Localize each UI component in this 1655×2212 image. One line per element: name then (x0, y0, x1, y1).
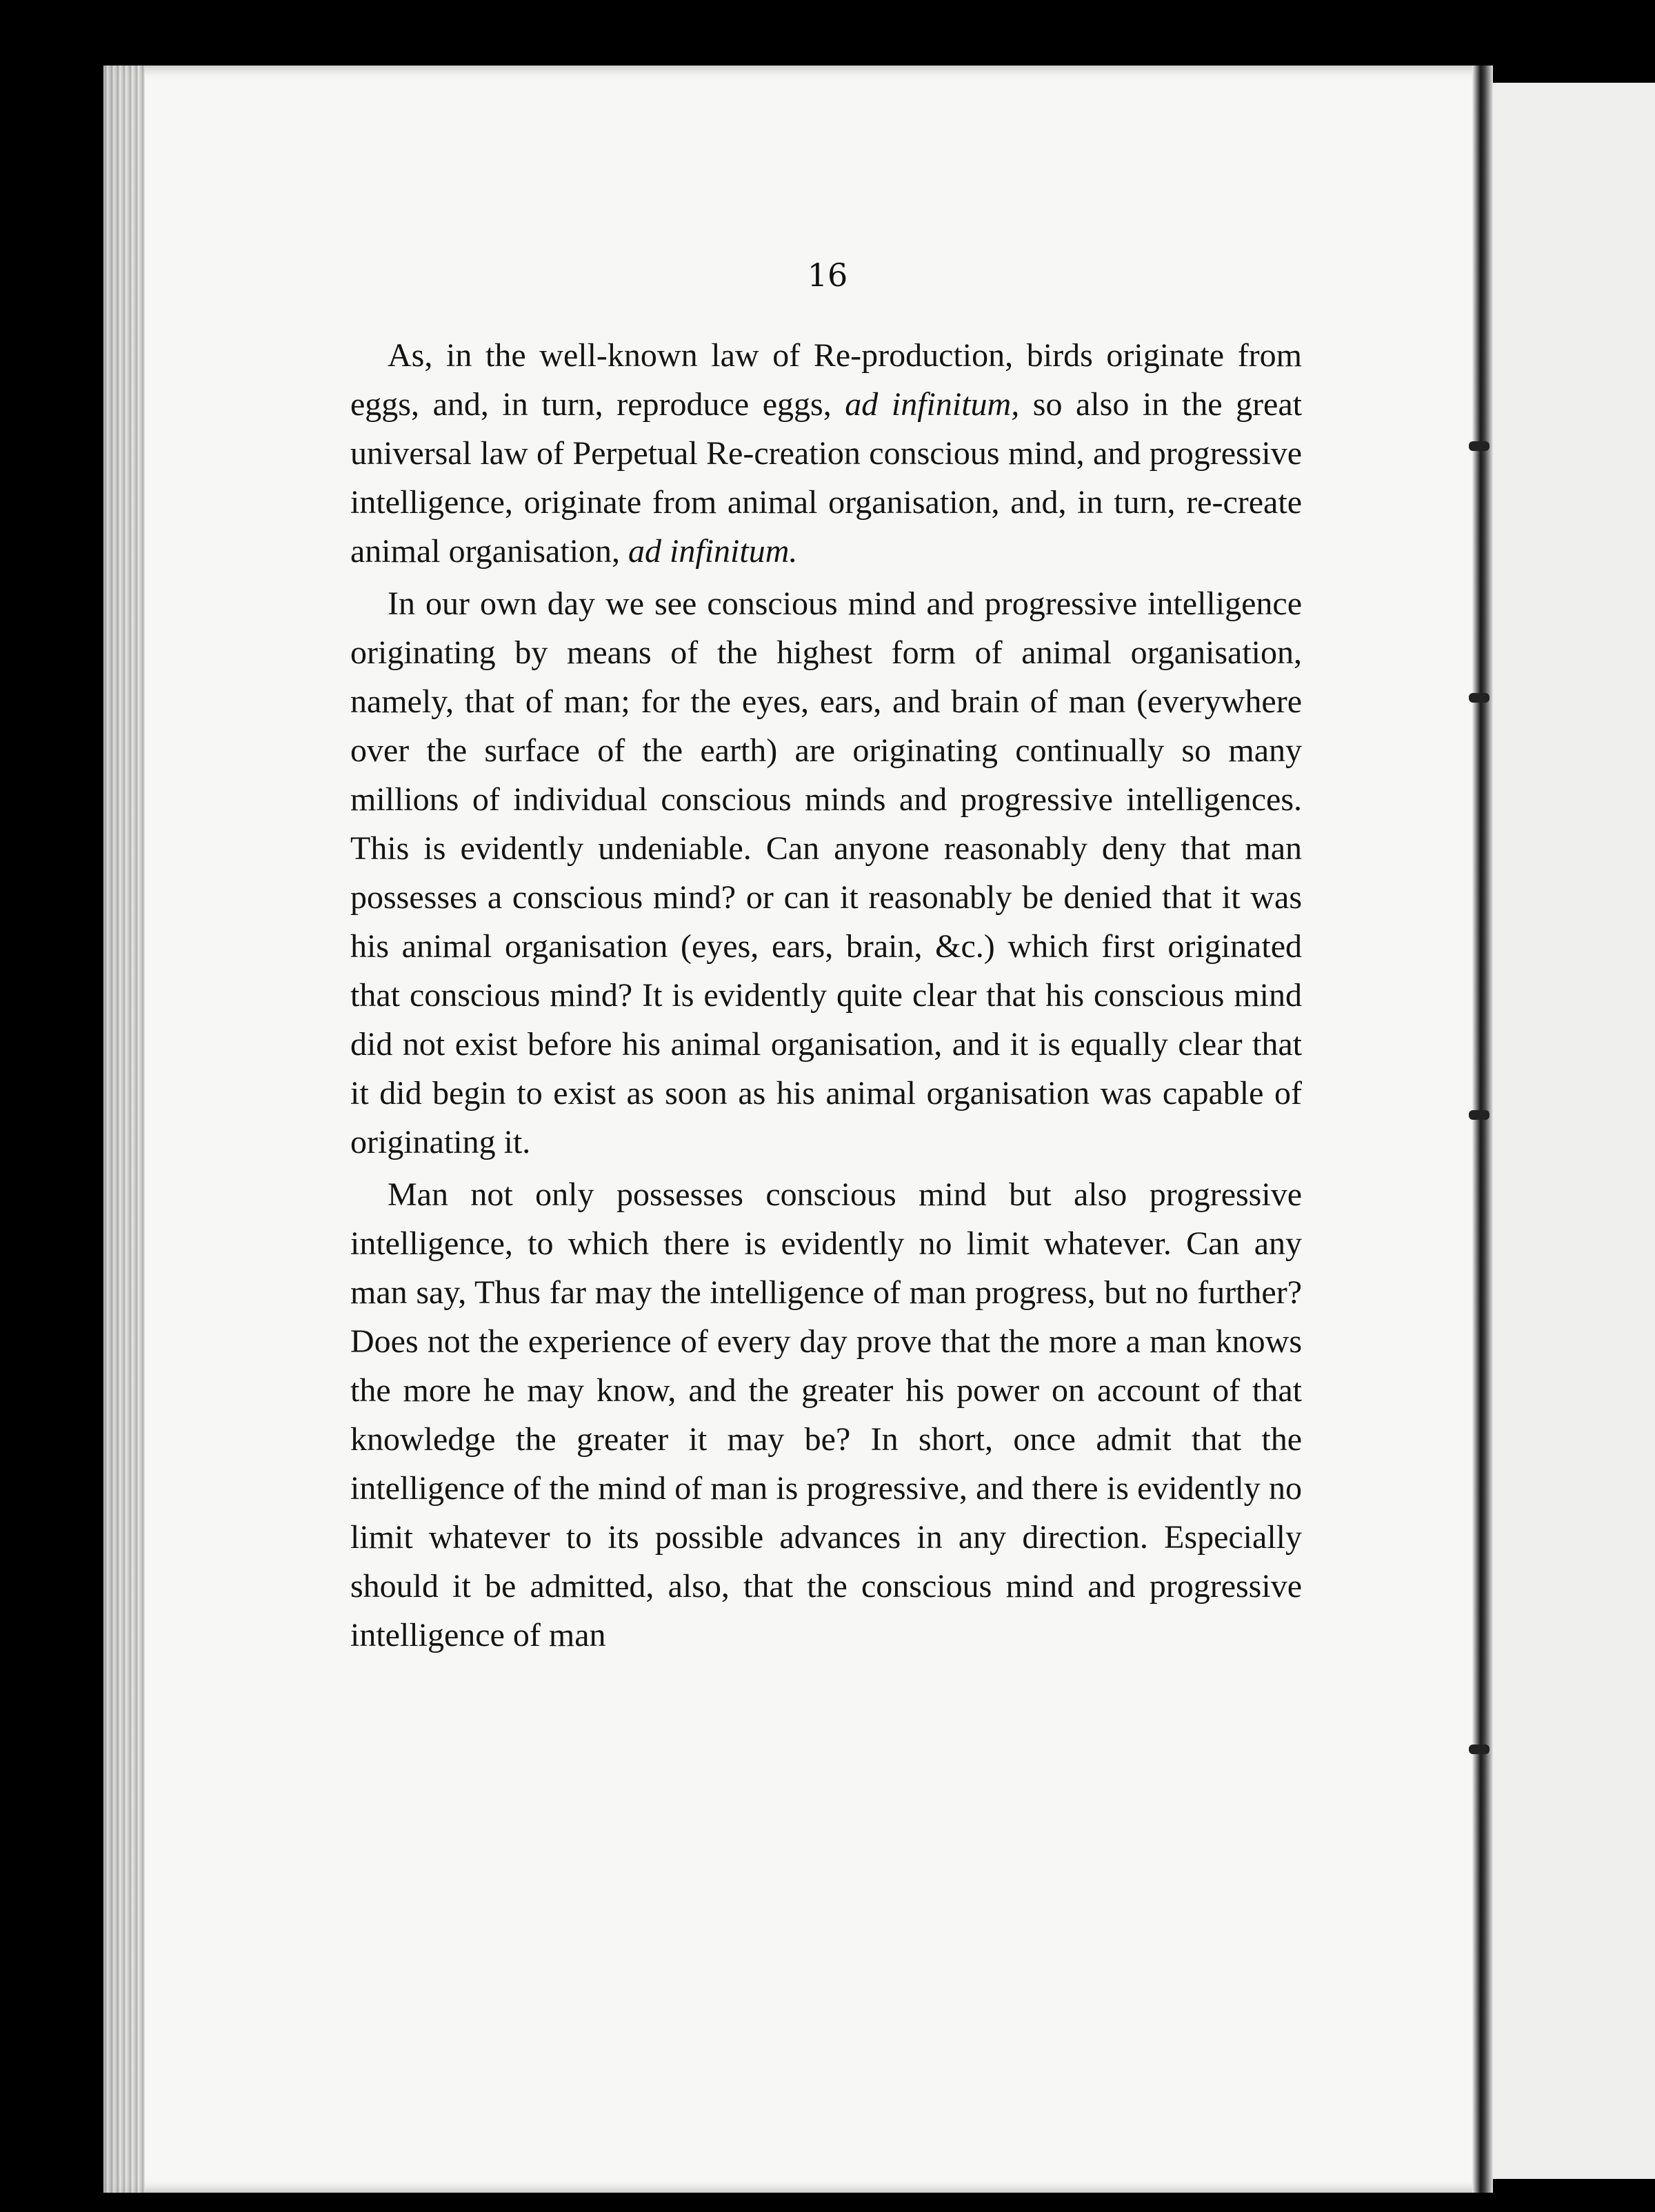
binding-stitch (1469, 1745, 1490, 1754)
paragraph-3: Man not only possesses conscious mind but also progressive intelligence, to which there is evidently no limit whatever. Can any man say, Thus far may the intelligence of man progress, but no further? Does not the experience of every day prove that the more a man knows the more he may know, and the greater his power on account of that knowledge the greater it may be? In short, once admit that the intelligence of the mind of man is progressive, and there is evidently no limit whatever to its possible advances in any direction. Especially should it be admitted, also, that the conscious mind and progressive intelligence of man (350, 1176, 1302, 1653)
paragraph-2: In our own day we see conscious mind and progressive intelligence originating by means of the highest form of animal organisation, namely, that of man; for the eyes, ears, and brain of man (everywhere over the surface of the earth) are originating continually so many millions of individual conscious minds and progressive intelligences. This is evidently undeniable. Can anyone reasonably deny that man possesses a conscious mind? or can it reasonably be denied that it was his animal organisation (eyes, ears, brain, &c.) which first originated that conscious mind? It is evidently quite clear that his conscious mind did not exist before his animal organisation, and it is equally clear that it did begin to exist as soon as his animal organisation was capable of originating it. (350, 585, 1302, 1160)
paragraph-1-text-a: As, in the well-known law of Re-production, birds originate from eggs, and, in turn, reproduce eggs, (350, 337, 1302, 423)
paragraph-1-italic-a: ad infinitum, (845, 386, 1020, 423)
paragraph-1-text-b: so also in the great universal law of Perpetual Re-creation conscious mind, and progressive intelligence, originate from animal organisation, and, in turn, re-create animal organisation, (350, 386, 1302, 570)
page-edge-left (103, 66, 145, 2193)
paragraph-1-italic-b: ad infinitum. (628, 533, 798, 570)
adjacent-page (1493, 83, 1655, 2179)
binding-stitch (1469, 1110, 1490, 1120)
body-text (350, 331, 1302, 1663)
binding-stitch (1469, 441, 1490, 451)
binding-stitch (1469, 693, 1490, 703)
binding-edge (1472, 66, 1493, 2193)
paragraph-1 (350, 331, 1302, 576)
page-number: 16 (807, 257, 848, 294)
